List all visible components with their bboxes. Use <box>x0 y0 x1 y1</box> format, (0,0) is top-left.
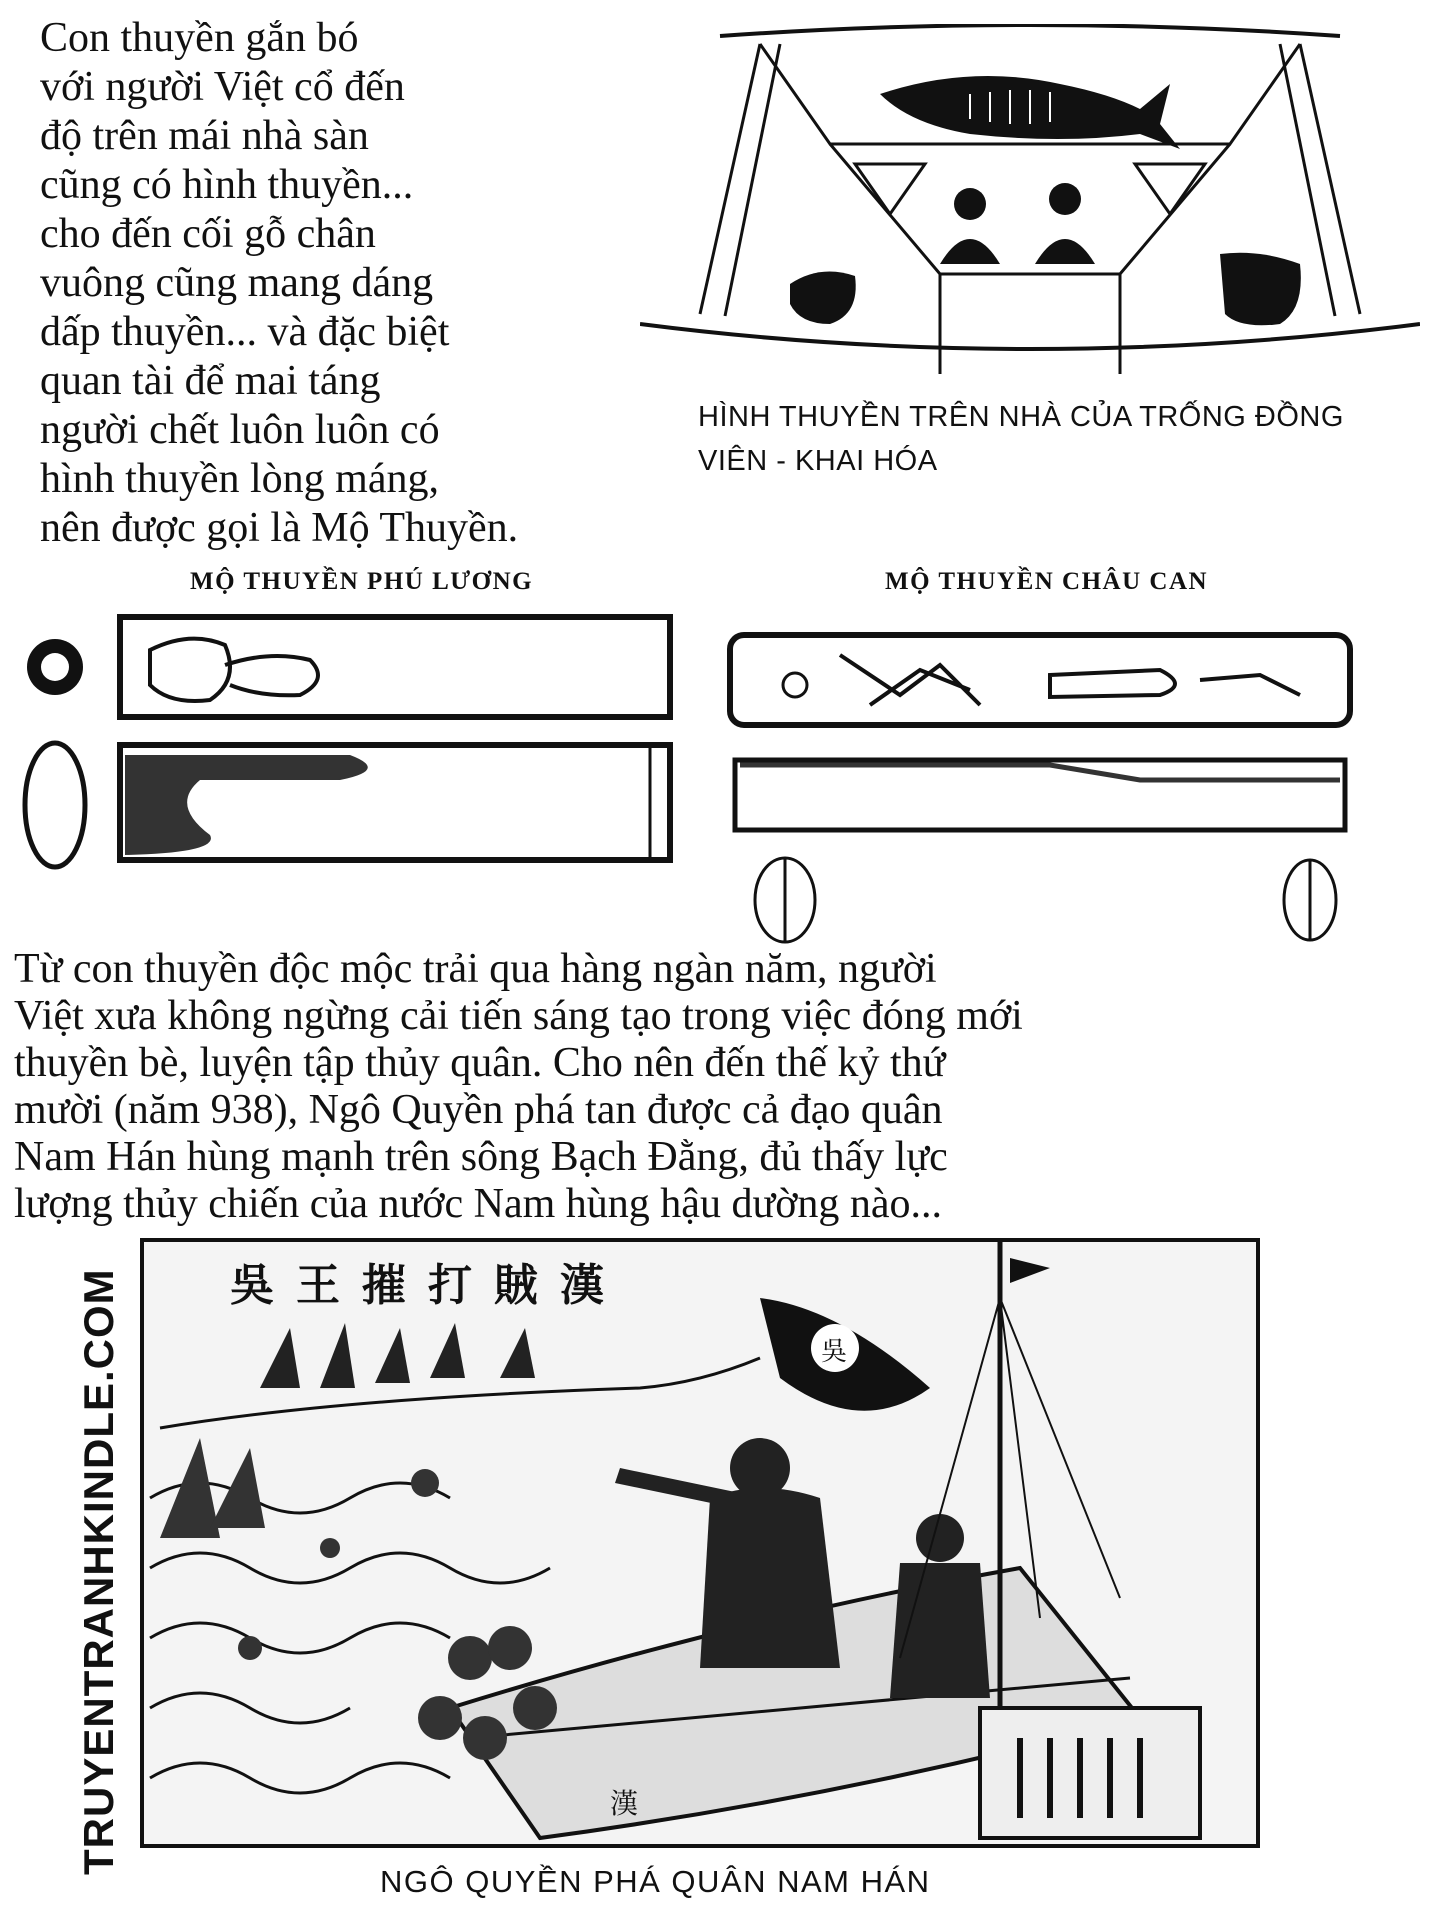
intro-line: cũng có hình thuyền... <box>40 162 414 208</box>
battle-inscription: 吳王摧打賊漢 <box>230 1260 626 1311</box>
intro-paragraph <box>40 14 680 553</box>
intro-line: độ trên mái nhà sàn <box>40 113 369 159</box>
intro-line: dấp thuyền... và đặc biệt <box>40 309 450 355</box>
battle-figure-caption: NGÔ QUYỀN PHÁ QUÂN NAM HÁN <box>380 1864 931 1899</box>
paragraph-line: Nam Hán hùng mạnh trên sông Bạch Đằng, đủ thấy lực <box>14 1134 948 1180</box>
caption-line: VIÊN - KHAI HÓA <box>698 445 938 477</box>
intro-line: nên được gọi là Mộ Thuyền. <box>40 505 519 551</box>
intro-line: người chết luôn luôn có <box>40 407 440 453</box>
tomb-phu-luong-illustration <box>10 605 690 875</box>
intro-line: Con thuyền gắn bó <box>40 15 359 61</box>
bach-dang-battle-illustration <box>140 1238 1260 1848</box>
history-paragraph <box>14 946 1354 1228</box>
paragraph-line: Từ con thuyền độc mộc trải qua hàng ngàn năm, người <box>14 946 937 992</box>
caption-line: HÌNH THUYỀN TRÊN NHÀ CỦA TRỐNG ĐỒNG <box>698 401 1344 433</box>
site-watermark: TRUYENTRANHKINDLE.COM <box>75 1268 122 1875</box>
flag-emblem: 吳 <box>821 1337 848 1367</box>
paragraph-line: thuyền bè, luyện tập thủy quân. Cho nên đến thế kỷ thứ <box>14 1040 946 1086</box>
paragraph-line: Việt xưa không ngừng cải tiến sáng tạo trong việc đóng mới <box>14 993 1023 1039</box>
intro-line: với người Việt cổ đến <box>40 64 405 110</box>
drum-house-illustration <box>640 24 1420 384</box>
hull-emblem: 漢 <box>610 1787 639 1820</box>
intro-line: hình thuyền lòng máng, <box>40 456 439 502</box>
intro-line: vuông cũng mang dáng <box>40 260 434 306</box>
tomb-chau-can-illustration <box>720 615 1360 945</box>
drum-figure-caption <box>698 395 1418 483</box>
intro-line: cho đến cối gỗ chân <box>40 211 376 257</box>
tomb-chau-can-title: MỘ THUYỀN CHÂU CAN <box>885 568 1209 595</box>
intro-line: quan tài để mai táng <box>40 358 381 404</box>
tomb-phu-luong-title: MỘ THUYỀN PHÚ LƯƠNG <box>190 568 534 595</box>
paragraph-line: lượng thủy chiến của nước Nam hùng hậu dường nào... <box>14 1181 943 1227</box>
paragraph-line: mười (năm 938), Ngô Quyền phá tan được cả đạo quân <box>14 1087 943 1133</box>
